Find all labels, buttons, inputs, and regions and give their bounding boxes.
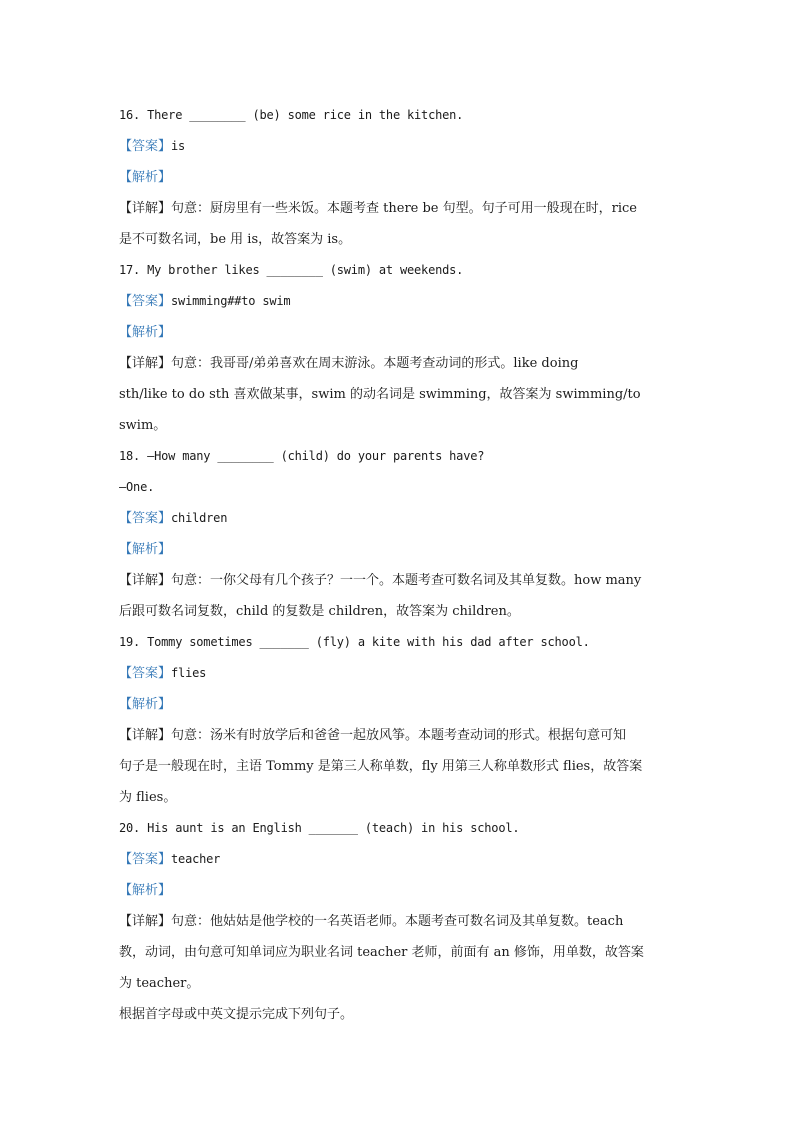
analysis-tag: 【解析】	[119, 883, 172, 898]
detail-text: 句意：我哥哥/弟弟喜欢在周末游泳。本题考查动词的形式。like doing	[171, 356, 579, 371]
analysis-tag: 【解析】	[119, 325, 172, 340]
detail-tag: 【详解】	[119, 728, 172, 743]
answer-text: is	[171, 139, 186, 153]
answer-text: flies	[171, 666, 207, 680]
detail-19-line-2: 句子是一般现在时，主语 Tommy 是第三人称单数，fly 用第三人称单数形式 flies，故答案	[119, 759, 643, 774]
detail-20-line-2: 教，动词，由句意可知单词应为职业名词 teacher 老师，前面有 an 修饰，用单数，故答案	[119, 945, 644, 960]
answer-tag: 【答案】	[119, 139, 172, 154]
answer-18	[119, 503, 679, 534]
detail-18-line-2: 后跟可数名词复数，child 的复数是 children，故答案为 children。	[119, 604, 520, 619]
answer-19	[119, 658, 679, 689]
answer-tag: 【答案】	[119, 666, 172, 681]
answer-text: children	[171, 511, 228, 525]
detail-19-line-1	[119, 720, 679, 751]
analysis-tag: 【解析】	[119, 697, 172, 712]
detail-text: 句意：厨房里有一些米饭。本题考查 there be 句型。句子可用一般现在时，rice	[171, 201, 637, 216]
detail-17-line-2: sth/like to do sth 喜欢做某事，swim 的动名词是 swimming，故答案为 swimming/to	[119, 387, 641, 402]
answer-tag: 【答案】	[119, 294, 172, 309]
detail-17-line-1	[119, 348, 679, 379]
detail-text: 句意：他姑姑是他学校的一名英语老师。本题考查可数名词及其单复数。teach	[171, 914, 624, 929]
detail-16-line-2: 是不可数名词，be 用 is，故答案为 is。	[119, 232, 352, 247]
question-17: 17. My brother likes ________ (swim) at weekends.	[119, 263, 464, 277]
analysis-19	[119, 689, 679, 720]
detail-16-line-1	[119, 193, 679, 224]
analysis-tag: 【解析】	[119, 170, 172, 185]
question-16: 16. There ________ (be) some rice in the kitchen.	[119, 108, 464, 122]
detail-text: 句意：汤米有时放学后和爸爸一起放风筝。本题考查动词的形式。根据句意可知	[171, 728, 627, 743]
section-instruction: 根据首字母或中英文提示完成下列句子。	[119, 1007, 354, 1022]
analysis-20	[119, 875, 679, 906]
detail-tag: 【详解】	[119, 356, 172, 371]
detail-tag: 【详解】	[119, 914, 172, 929]
analysis-18	[119, 534, 679, 565]
answer-16	[119, 131, 679, 162]
answer-text: swimming##to swim	[171, 294, 291, 308]
question-19: 19. Tommy sometimes _______ (fly) a kite with his dad after school.	[119, 635, 590, 649]
detail-text: 句意：一你父母有几个孩子？一一个。本题考查可数名词及其单复数。how many	[171, 573, 642, 588]
detail-tag: 【详解】	[119, 201, 172, 216]
question-18: 18. —How many ________ (child) do your parents have?	[119, 449, 485, 463]
detail-19-line-3: 为 flies。	[119, 790, 177, 805]
question-18-reply: —One.	[119, 480, 155, 494]
answer-20	[119, 844, 679, 875]
answer-text: teacher	[171, 852, 221, 866]
answer-tag: 【答案】	[119, 852, 172, 867]
analysis-tag: 【解析】	[119, 542, 172, 557]
question-20: 20. His aunt is an English _______ (teach) in his school.	[119, 821, 520, 835]
document-page	[119, 100, 679, 1030]
answer-17	[119, 286, 679, 317]
detail-20-line-3: 为 teacher。	[119, 976, 200, 991]
detail-20-line-1	[119, 906, 679, 937]
analysis-17	[119, 317, 679, 348]
analysis-16	[119, 162, 679, 193]
detail-17-line-3: swim。	[119, 418, 167, 433]
detail-tag: 【详解】	[119, 573, 172, 588]
detail-18-line-1	[119, 565, 679, 596]
answer-tag: 【答案】	[119, 511, 172, 526]
